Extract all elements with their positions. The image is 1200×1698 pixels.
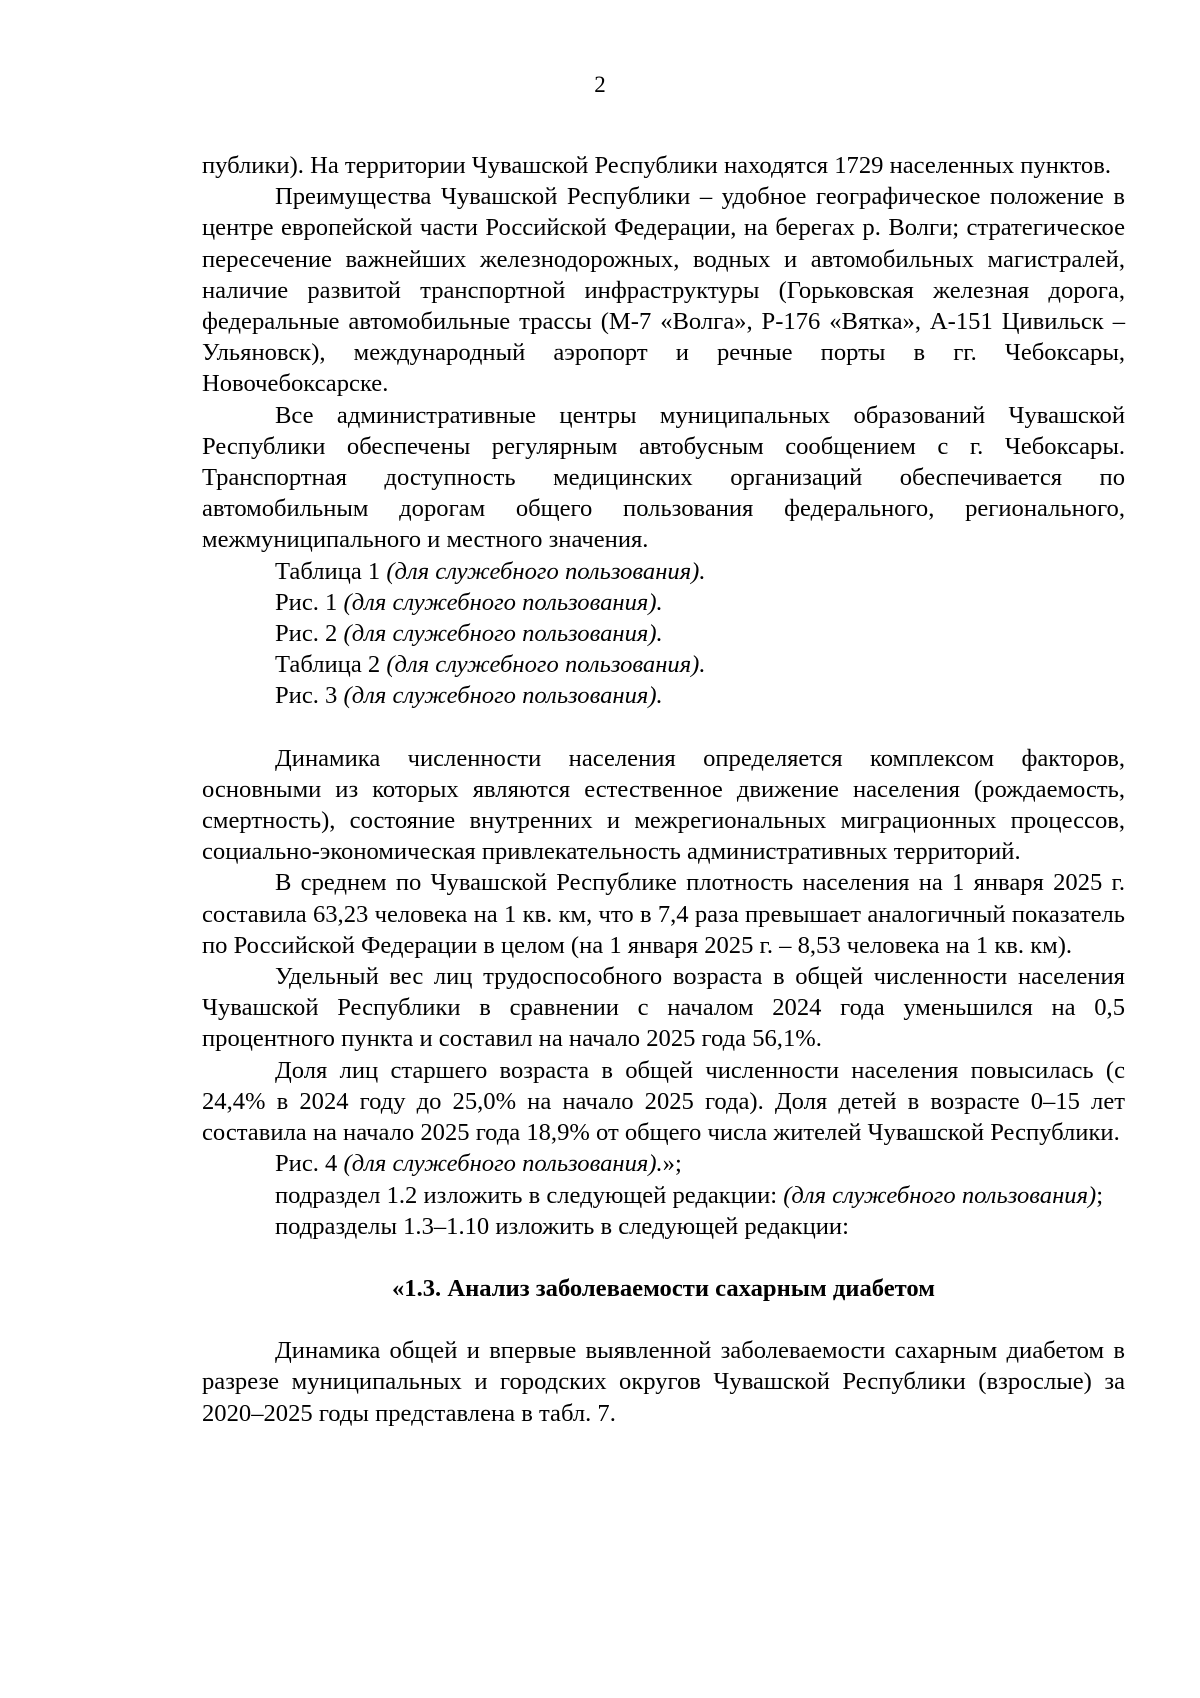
paragraph-population-density: В среднем по Чувашской Республике плотность населения на 1 января 2025 г. составила 63,23 человека на 1 кв. км, что в 7,4 раза превышает аналогичный показатель по Российской Федерации в целом (на 1 января 2025 г. – 8,53 человека на 1 кв. км). bbox=[202, 869, 1125, 959]
ref-note: (для служебного пользования). bbox=[343, 588, 663, 616]
subsection-tail: ; bbox=[1096, 1181, 1104, 1209]
ref-figure-4 bbox=[202, 1148, 1125, 1179]
paragraph-population-dynamics: Динамика численности населения определяется комплексом факторов, основными из которых являются естественное движение населения (рождаемость, смертность), состояние внутренних и межрегиональных миграционных процессов, социально-экономическая привлекательность административных территорий. bbox=[202, 744, 1125, 866]
paragraph-working-age: Удельный вес лиц трудоспособного возраста в общей численности населения Чувашской Республики в сравнении с началом 2024 года уменьшился на 0,5 процентного пункта и составил на начало 2025 года 56,1%. bbox=[202, 963, 1125, 1053]
ref-label: Рис. 3 bbox=[275, 682, 338, 710]
paragraph-transport: Все административные центры муниципальных образований Чувашской Республики обеспечены регулярным автобусным сообщением с г. Чебоксары. Транспортная доступность медицинских организаций обеспечивается по автомобильным дорогам общего пользования федерального, регионального, межмуниципального и местного значения. bbox=[202, 401, 1125, 554]
section-heading: «1.3. Анализ заболеваемости сахарным диабетом bbox=[391, 1274, 936, 1302]
ref-table-2 bbox=[202, 649, 1125, 680]
ref-note: (для служебного пользования). bbox=[343, 620, 663, 648]
ref-note: (для служебного пользования). bbox=[386, 557, 706, 585]
ref-note: (для служебного пользования). bbox=[343, 1150, 663, 1178]
ref-note: (для служебного пользования). bbox=[343, 682, 663, 710]
paragraph-advantages: Преимущества Чувашской Республики – удобное географическое положение в центре европейской части Российской Федерации, на берегах р. Волги; стратегическое пересечение важнейших железнодорожных, водных и автомобильных магистралей, наличие развитой транспортной инфраструктуры (Горьковская железная дорога, федеральные автомобильные трассы (М-7 «Волга», Р-176 «Вятка», А-151 Цивильск – Ульяновск), международный аэропорт и речные порты в гг. Чебоксары, Новочебоксарске. bbox=[202, 183, 1125, 398]
ref-label: Таблица 2 bbox=[275, 651, 381, 679]
ref-figure-1 bbox=[202, 587, 1125, 618]
paragraph-elderly-share: Доля лиц старшего возраста в общей численности населения повысилась (с 24,4% в 2024 году до 25,0% на начало 2025 года). Доля детей в возрасте 0–15 лет составила на начало 2025 года 18,9% от общего числа жителей Чувашской Республики. bbox=[202, 1056, 1125, 1147]
page-number: 2 bbox=[594, 72, 606, 97]
paragraph-settlements: публики). На территории Чувашской Республики находятся 1729 населенных пунктов. bbox=[202, 152, 1111, 179]
subsection-note: (для служебного пользования) bbox=[783, 1181, 1097, 1209]
spacer bbox=[202, 1242, 1125, 1273]
ref-note: (для служебного пользования). bbox=[386, 651, 706, 679]
ref-label: Рис. 1 bbox=[275, 588, 338, 616]
ref-label: Рис. 2 bbox=[275, 620, 338, 648]
paragraph-subsection-1-2 bbox=[202, 1180, 1125, 1211]
spacer bbox=[202, 712, 1125, 743]
ref-figure-2 bbox=[202, 618, 1125, 649]
ref-tail: »; bbox=[662, 1150, 682, 1178]
spacer bbox=[202, 1304, 1125, 1335]
ref-label: Рис. 4 bbox=[275, 1150, 338, 1178]
ref-figure-3 bbox=[202, 680, 1125, 711]
ref-table-1 bbox=[202, 556, 1125, 587]
paragraph-diabetes-dynamics: Динамика общей и впервые выявленной заболеваемости сахарным диабетом в разрезе муниципальных и городских округов Чувашской Республики (взрослые) за 2020–2025 годы представлена в табл. 7. bbox=[202, 1337, 1125, 1427]
document-body bbox=[202, 150, 1125, 1429]
subsection-text: подраздел 1.2 изложить в следующей редакции: bbox=[275, 1181, 778, 1209]
ref-label: Таблица 1 bbox=[275, 557, 381, 585]
paragraph-subsections-1-3-1-10: подразделы 1.3–1.10 изложить в следующей редакции: bbox=[275, 1212, 849, 1240]
